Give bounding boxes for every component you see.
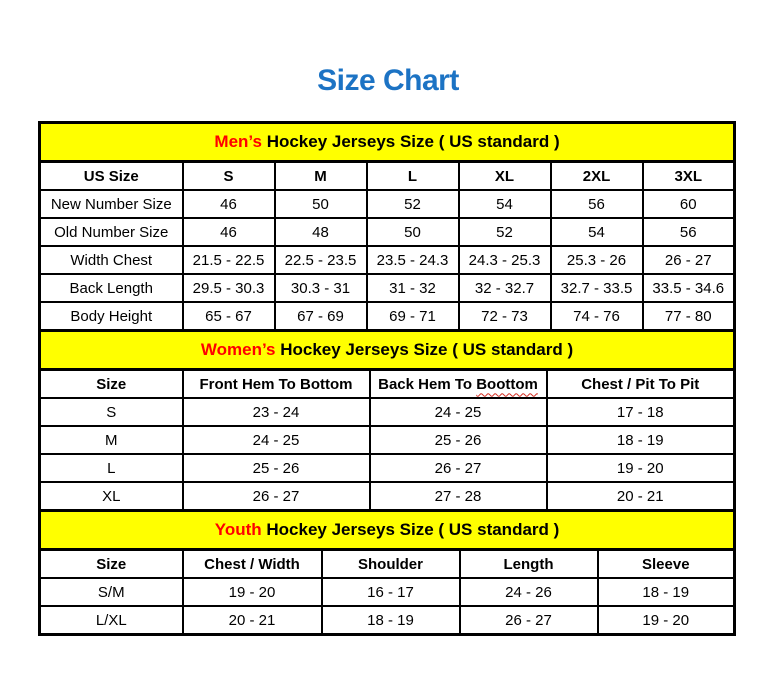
mens-col-s: S	[183, 162, 275, 191]
table-row	[40, 274, 735, 302]
table-row	[40, 454, 735, 482]
youth-header-row	[40, 550, 735, 579]
table-cell: 20 - 21	[547, 482, 735, 511]
table-cell: 46	[183, 190, 275, 218]
womens-col-chest: Chest / Pit To Pit	[547, 370, 735, 399]
youth-col-sleeve: Sleeve	[598, 550, 735, 579]
table-cell: 50	[275, 190, 367, 218]
table-row	[40, 302, 735, 331]
table-cell: 23.5 - 24.3	[367, 246, 459, 274]
table-row	[40, 218, 735, 246]
womens-col-size: Size	[40, 370, 183, 399]
table-cell: 26 - 27	[643, 246, 735, 274]
table-cell: 54	[551, 218, 643, 246]
mens-col-l: L	[367, 162, 459, 191]
row-label: M	[40, 426, 183, 454]
table-cell: 18 - 19	[322, 606, 460, 635]
youth-section-accent: Youth	[214, 520, 262, 539]
mens-size-table	[38, 121, 736, 332]
table-cell: 26 - 27	[460, 606, 598, 635]
womens-header-row	[40, 370, 735, 399]
table-cell: 19 - 20	[547, 454, 735, 482]
table-cell: 20 - 21	[183, 606, 322, 635]
table-cell: 54	[459, 190, 551, 218]
mens-band-row	[40, 123, 735, 162]
row-label: XL	[40, 482, 183, 511]
table-cell: 32.7 - 33.5	[551, 274, 643, 302]
table-cell: 46	[183, 218, 275, 246]
mens-col-xl: XL	[459, 162, 551, 191]
youth-size-table	[38, 509, 736, 636]
table-cell: 74 - 76	[551, 302, 643, 331]
table-cell: 18 - 19	[598, 578, 735, 606]
table-cell: 19 - 20	[183, 578, 322, 606]
table-cell: 65 - 67	[183, 302, 275, 331]
womens-col-back-hem-prefix: Back Hem To	[378, 375, 477, 393]
table-cell: 52	[459, 218, 551, 246]
mens-col-us-size: US Size	[40, 162, 183, 191]
mens-section-accent: Men’s	[214, 132, 262, 151]
row-label: S	[40, 398, 183, 426]
table-cell: 33.5 - 34.6	[643, 274, 735, 302]
table-cell: 26 - 27	[183, 482, 370, 511]
table-cell: 48	[275, 218, 367, 246]
row-label: Back Length	[40, 274, 183, 302]
table-row	[40, 606, 735, 635]
mens-col-2xl: 2XL	[551, 162, 643, 191]
row-label: L/XL	[40, 606, 183, 635]
table-row	[40, 190, 735, 218]
size-tables-container	[38, 121, 733, 636]
table-cell: 31 - 32	[367, 274, 459, 302]
youth-col-chest-width: Chest / Width	[183, 550, 322, 579]
table-cell: 60	[643, 190, 735, 218]
table-cell: 26 - 27	[370, 454, 547, 482]
youth-col-size: Size	[40, 550, 183, 579]
table-cell: 30.3 - 31	[275, 274, 367, 302]
womens-size-table	[38, 329, 736, 512]
table-cell: 16 - 17	[322, 578, 460, 606]
table-cell: 22.5 - 23.5	[275, 246, 367, 274]
youth-col-shoulder: Shoulder	[322, 550, 460, 579]
table-cell: 29.5 - 30.3	[183, 274, 275, 302]
table-cell: 77 - 80	[643, 302, 735, 331]
table-cell: 67 - 69	[275, 302, 367, 331]
table-row	[40, 246, 735, 274]
youth-band-row	[40, 511, 735, 550]
womens-section-accent: Women’s	[200, 340, 276, 359]
table-row	[40, 398, 735, 426]
row-label: Width Chest	[40, 246, 183, 274]
table-cell: 50	[367, 218, 459, 246]
row-label: S/M	[40, 578, 183, 606]
womens-section-rest: Hockey Jerseys Size ( US standard )	[275, 340, 574, 359]
mens-col-m: M	[275, 162, 367, 191]
table-cell: 25 - 26	[370, 426, 547, 454]
youth-section-rest: Hockey Jerseys Size ( US standard )	[261, 520, 560, 539]
table-cell: 24 - 26	[460, 578, 598, 606]
table-cell: 56	[551, 190, 643, 218]
mens-col-3xl: 3XL	[643, 162, 735, 191]
table-cell: 17 - 18	[547, 398, 735, 426]
table-cell: 72 - 73	[459, 302, 551, 331]
table-cell: 69 - 71	[367, 302, 459, 331]
table-cell: 25.3 - 26	[551, 246, 643, 274]
womens-band-row	[40, 331, 735, 370]
youth-section-title	[40, 511, 735, 550]
womens-col-back-hem-misspelled: Boottom	[476, 375, 538, 393]
mens-section-title	[40, 123, 735, 162]
table-cell: 19 - 20	[598, 606, 735, 635]
row-label: Old Number Size	[40, 218, 183, 246]
table-row	[40, 426, 735, 454]
table-cell: 27 - 28	[370, 482, 547, 511]
table-cell: 18 - 19	[547, 426, 735, 454]
womens-col-front-hem: Front Hem To Bottom	[183, 370, 370, 399]
table-cell: 23 - 24	[183, 398, 370, 426]
table-cell: 24 - 25	[370, 398, 547, 426]
womens-col-back-hem	[370, 370, 547, 399]
mens-header-row	[40, 162, 735, 191]
womens-section-title	[40, 331, 735, 370]
table-cell: 32 - 32.7	[459, 274, 551, 302]
row-label: L	[40, 454, 183, 482]
row-label: Body Height	[40, 302, 183, 331]
youth-col-length: Length	[460, 550, 598, 579]
table-row	[40, 482, 735, 511]
table-cell: 52	[367, 190, 459, 218]
table-cell: 24.3 - 25.3	[459, 246, 551, 274]
row-label: New Number Size	[40, 190, 183, 218]
mens-section-rest: Hockey Jerseys Size ( US standard )	[261, 132, 560, 151]
table-row	[40, 578, 735, 606]
page-title: Size Chart	[317, 64, 459, 97]
table-cell: 56	[643, 218, 735, 246]
table-cell: 24 - 25	[183, 426, 370, 454]
table-cell: 25 - 26	[183, 454, 370, 482]
table-cell: 21.5 - 22.5	[183, 246, 275, 274]
